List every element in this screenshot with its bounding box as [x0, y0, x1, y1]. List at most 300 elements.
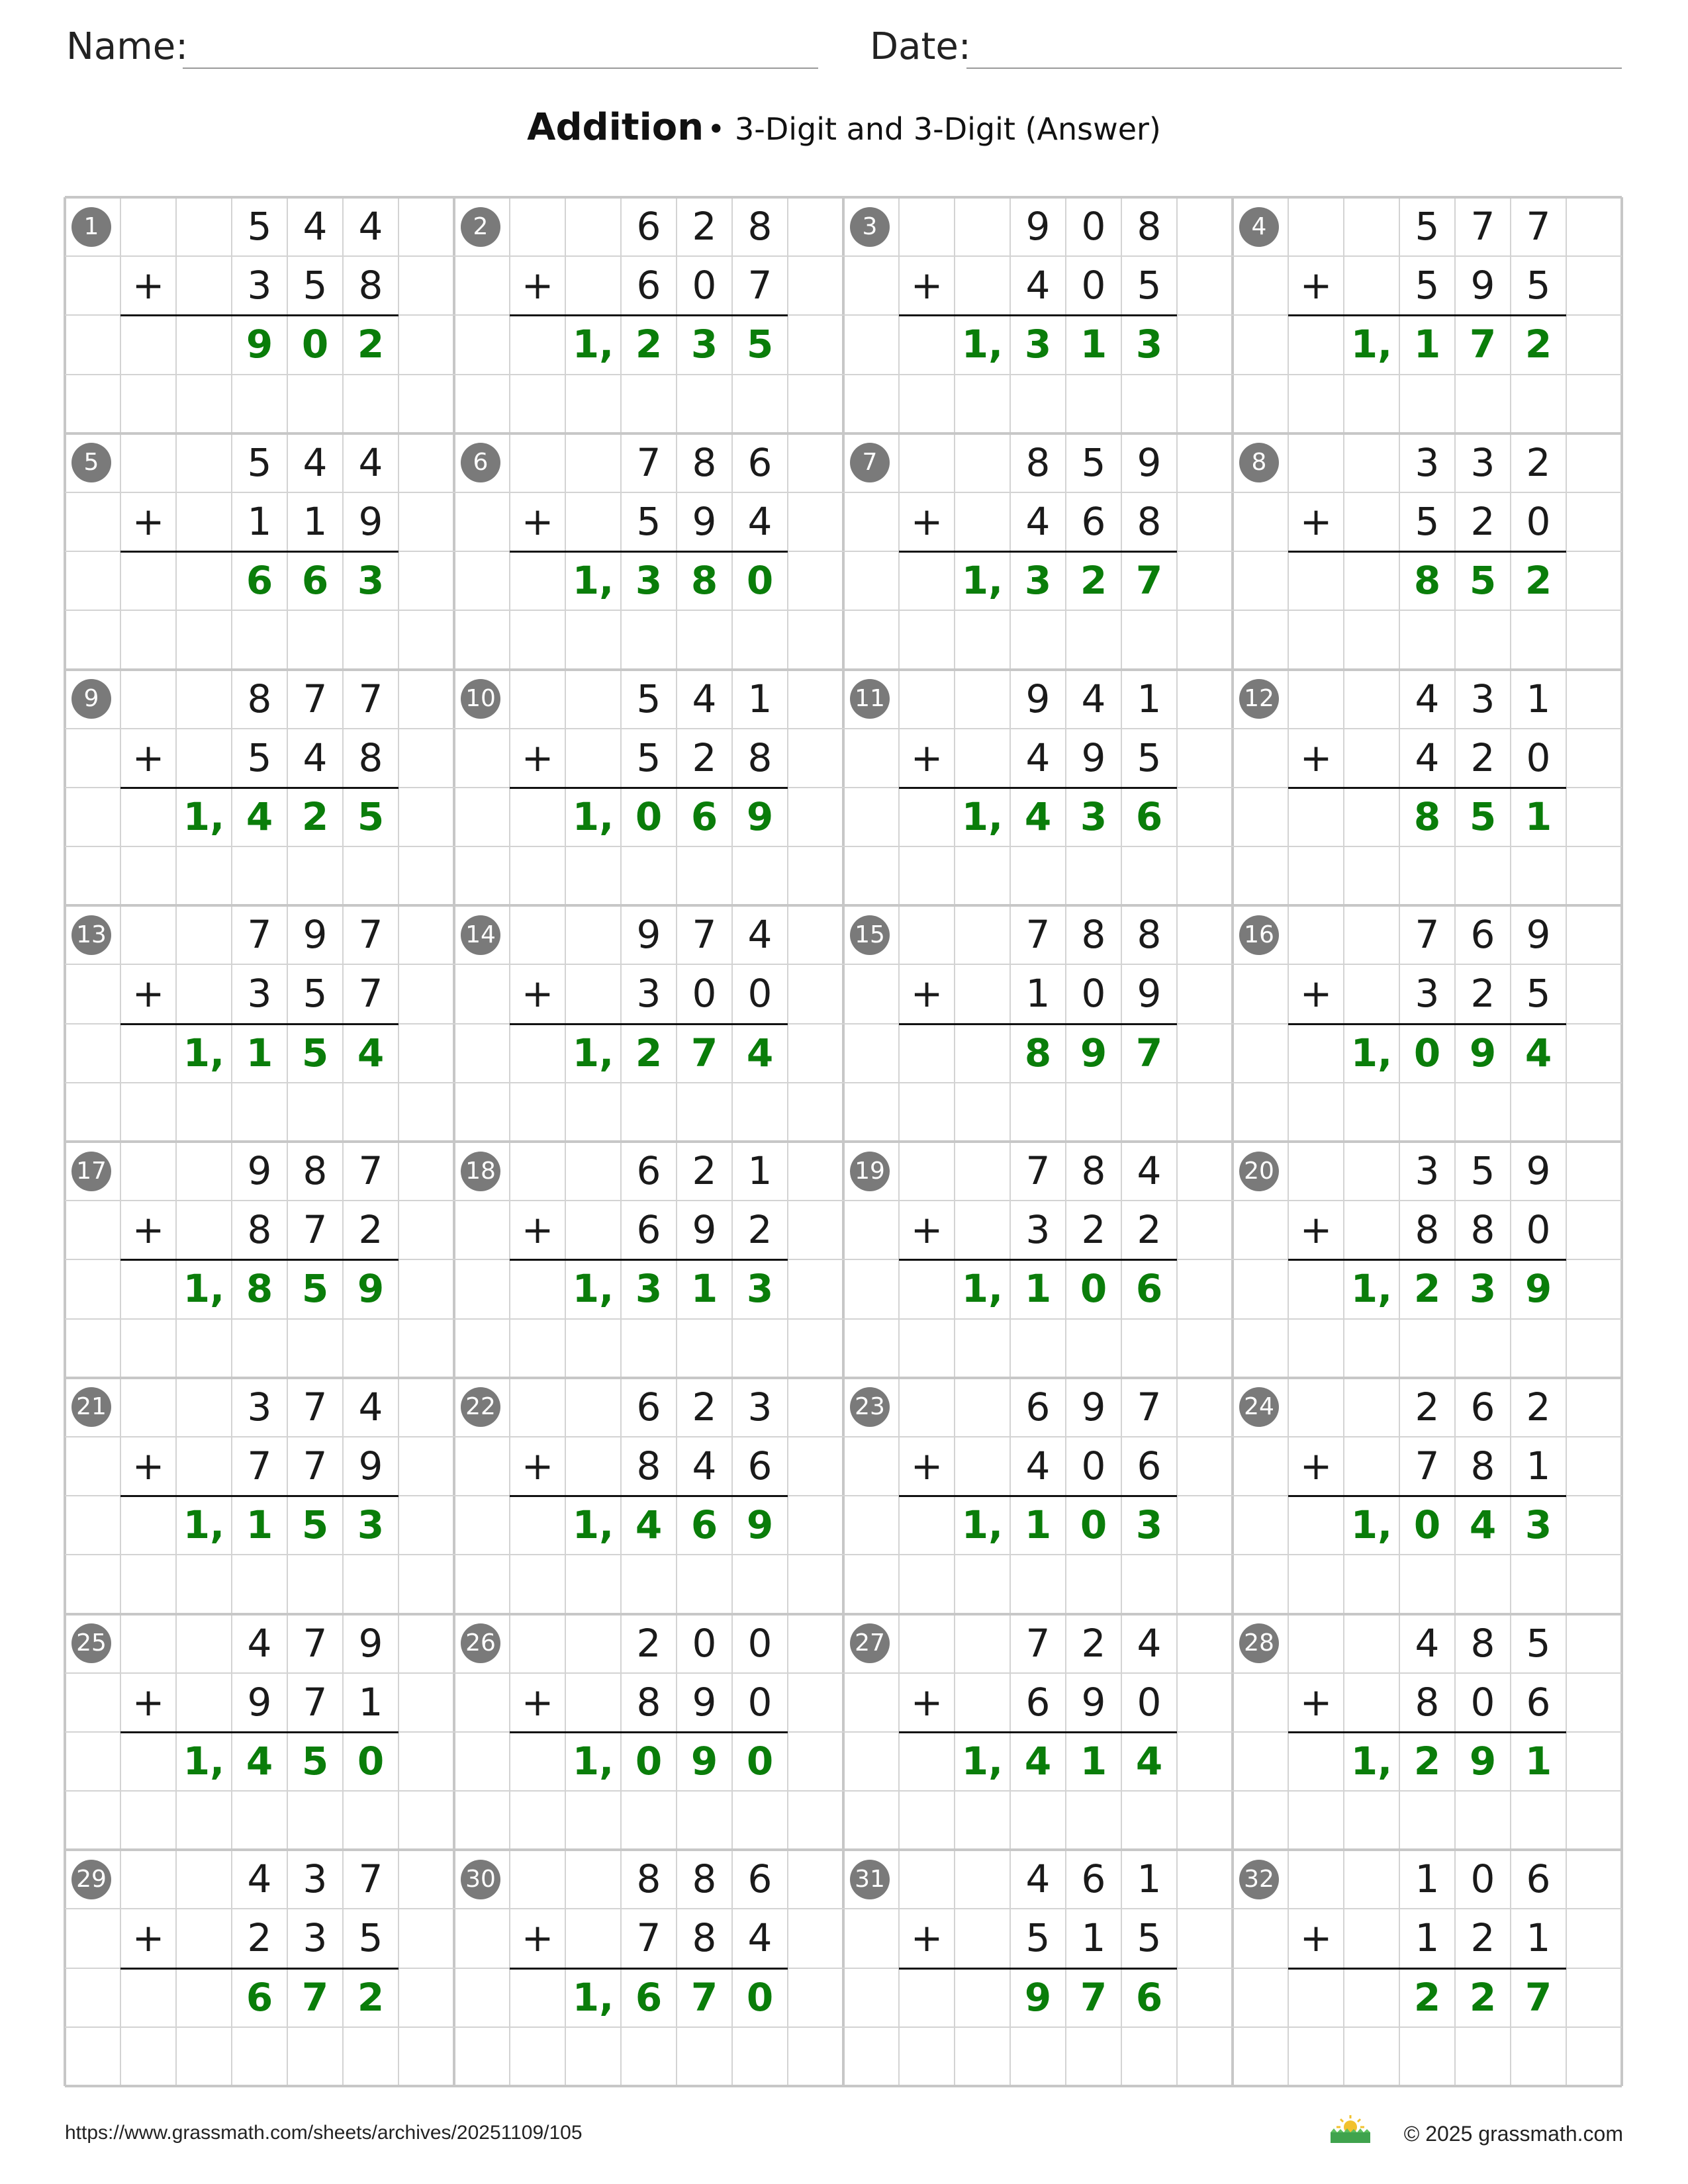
name-label: Name: — [66, 25, 189, 68]
title-main: Addition — [527, 106, 704, 149]
addend-top-digit: 6 — [1526, 1856, 1551, 1902]
answer-digit: 1, — [1350, 1030, 1393, 1075]
answer-digit: 2 — [1413, 1738, 1441, 1784]
addend-top-digit: 7 — [303, 676, 328, 721]
addend-top-digit: 8 — [692, 439, 717, 485]
addend-bottom-digit: 8 — [1415, 1679, 1440, 1725]
problem-number-badge: 7 — [850, 443, 890, 482]
addend-top-digit: 4 — [692, 676, 717, 721]
grass-sun-logo-icon — [1327, 2113, 1374, 2146]
answer-digit: 5 — [301, 1738, 329, 1784]
footer-url: https://www.grassmath.com/sheets/archives/20251109/105 — [65, 2122, 583, 2144]
title-sub: • 3-Digit and 3-Digit (Answer) — [707, 111, 1161, 147]
addend-bottom-digit: 9 — [247, 1679, 272, 1725]
addend-bottom-digit: 0 — [1137, 1679, 1162, 1725]
problem-number-badge: 22 — [461, 1387, 500, 1427]
addend-top-digit: 8 — [747, 204, 773, 249]
addend-bottom-digit: 5 — [358, 1915, 383, 1961]
answer-digit: 0 — [1080, 1502, 1107, 1548]
problem-number-badge: 15 — [850, 915, 890, 955]
addend-top-digit: 6 — [636, 1384, 661, 1430]
addend-top-digit: 2 — [1526, 439, 1551, 485]
addend-bottom-digit: 9 — [358, 1443, 383, 1488]
addend-bottom-digit: 5 — [1137, 263, 1162, 308]
problem-number-badge: 21 — [71, 1387, 111, 1427]
addend-bottom-digit: 3 — [303, 1915, 328, 1961]
addend-bottom-digit: 1 — [303, 498, 328, 544]
problem-number-badge: 14 — [461, 915, 500, 955]
addend-bottom-digit: 1 — [1526, 1443, 1551, 1488]
addend-top-digit: 5 — [1081, 439, 1106, 485]
addend-bottom-digit: 9 — [692, 1679, 717, 1725]
addend-top-digit: 8 — [1025, 439, 1051, 485]
addend-top-digit: 4 — [747, 912, 773, 958]
answer-digit: 2 — [1469, 1974, 1497, 2020]
problem-number-badge: 16 — [1239, 915, 1279, 955]
answer-digit: 9 — [1024, 1974, 1052, 2020]
addend-top-digit: 3 — [1470, 439, 1495, 485]
addend-bottom-digit: 3 — [247, 263, 272, 308]
answer-digit: 4 — [1135, 1738, 1163, 1784]
answer-digit: 1 — [1024, 1502, 1052, 1548]
addend-bottom-digit: 6 — [747, 1443, 773, 1488]
addend-bottom-digit: 2 — [1137, 1207, 1162, 1253]
addend-bottom-digit: 8 — [636, 1443, 661, 1488]
plus-sign: + — [132, 735, 165, 780]
addend-top-digit: 2 — [692, 1148, 717, 1193]
answer-digit: 1 — [690, 1266, 718, 1312]
addend-bottom-digit: 5 — [1137, 1915, 1162, 1961]
plus-sign: + — [1299, 498, 1333, 544]
addend-top-digit: 4 — [358, 204, 383, 249]
problem-number-badge: 13 — [71, 915, 111, 955]
addend-top-digit: 0 — [692, 1620, 717, 1666]
answer-digit: 3 — [357, 558, 385, 604]
answer-digit: 6 — [690, 1502, 718, 1548]
answer-digit: 1, — [572, 1266, 614, 1312]
answer-digit: 7 — [1524, 1974, 1552, 2020]
plus-sign: + — [521, 1915, 554, 1961]
answer-digit: 5 — [357, 794, 385, 839]
answer-digit: 2 — [357, 1974, 385, 2020]
answer-digit: 0 — [1413, 1030, 1441, 1075]
grid-line-horizontal — [65, 2085, 1622, 2087]
addend-bottom-digit: 6 — [1025, 1679, 1051, 1725]
addend-top-digit: 5 — [247, 204, 272, 249]
problem-number-badge: 26 — [461, 1623, 500, 1663]
plus-sign: + — [521, 1679, 554, 1725]
plus-sign: + — [132, 1679, 165, 1725]
footer-copyright: © 2025 grassmath.com — [1403, 2122, 1623, 2146]
addend-bottom-digit: 1 — [1081, 1915, 1106, 1961]
problem-number-badge: 32 — [1239, 1860, 1279, 1899]
addend-top-digit: 8 — [1137, 204, 1162, 249]
addend-top-digit: 4 — [1137, 1148, 1162, 1193]
worksheet-title — [0, 106, 1688, 149]
answer-digit: 0 — [1413, 1502, 1441, 1548]
answer-digit: 4 — [1469, 1502, 1497, 1548]
problem-number-badge: 6 — [461, 443, 500, 482]
addend-top-digit: 2 — [692, 1384, 717, 1430]
answer-digit: 9 — [1469, 1030, 1497, 1075]
answer-digit: 8 — [1024, 1030, 1052, 1075]
addend-top-digit: 7 — [303, 1620, 328, 1666]
problem-number-badge: 31 — [850, 1860, 890, 1899]
answer-digit: 5 — [746, 322, 774, 367]
addend-bottom-digit: 8 — [1470, 1207, 1495, 1253]
problem-number-badge: 18 — [461, 1152, 500, 1191]
plus-sign: + — [1299, 971, 1333, 1017]
answer-digit: 1, — [961, 1266, 1004, 1312]
addend-bottom-digit: 1 — [1415, 1915, 1440, 1961]
addend-top-digit: 8 — [636, 1856, 661, 1902]
answer-digit: 7 — [1135, 558, 1163, 604]
answer-digit: 7 — [1469, 322, 1497, 367]
plus-sign: + — [521, 1207, 554, 1253]
addend-top-digit: 7 — [692, 912, 717, 958]
addend-top-digit: 4 — [1415, 676, 1440, 721]
addend-bottom-digit: 7 — [303, 1679, 328, 1725]
addend-top-digit: 1 — [1137, 676, 1162, 721]
addend-top-digit: 8 — [1081, 912, 1106, 958]
addend-top-digit: 1 — [1415, 1856, 1440, 1902]
addend-top-digit: 4 — [303, 439, 328, 485]
addend-bottom-digit: 0 — [692, 263, 717, 308]
answer-digit: 3 — [635, 1266, 663, 1312]
answer-digit: 4 — [1024, 1738, 1052, 1784]
addend-bottom-digit: 8 — [247, 1207, 272, 1253]
addend-top-digit: 8 — [692, 1856, 717, 1902]
addend-top-digit: 8 — [1081, 1148, 1106, 1193]
addend-bottom-digit: 5 — [1526, 263, 1551, 308]
addend-bottom-digit: 9 — [1081, 1679, 1106, 1725]
answer-digit: 2 — [635, 1030, 663, 1075]
addend-bottom-digit: 0 — [1526, 735, 1551, 780]
addend-top-digit: 7 — [1025, 1148, 1051, 1193]
problem-grid — [65, 197, 1622, 2086]
addend-bottom-digit: 5 — [1415, 263, 1440, 308]
plus-sign: + — [1299, 1915, 1333, 1961]
problem-number-badge: 12 — [1239, 679, 1279, 719]
plus-sign: + — [910, 1679, 943, 1725]
addend-bottom-digit: 0 — [1081, 971, 1106, 1017]
addend-top-digit: 9 — [1137, 439, 1162, 485]
addend-top-digit: 6 — [636, 1148, 661, 1193]
addend-bottom-digit: 5 — [1137, 735, 1162, 780]
addend-top-digit: 0 — [1470, 1856, 1495, 1902]
answer-digit: 3 — [690, 322, 718, 367]
addend-bottom-digit: 5 — [636, 498, 661, 544]
plus-sign: + — [1299, 263, 1333, 308]
answer-digit: 1, — [183, 1030, 225, 1075]
addend-bottom-digit: 8 — [692, 1915, 717, 1961]
answer-digit: 9 — [746, 794, 774, 839]
answer-digit: 1 — [1524, 1738, 1552, 1784]
plus-sign: + — [910, 1443, 943, 1488]
answer-digit: 3 — [635, 558, 663, 604]
addend-bottom-digit: 2 — [1470, 498, 1495, 544]
answer-digit: 1, — [1350, 1502, 1393, 1548]
answer-digit: 1, — [572, 1030, 614, 1075]
problem-number-badge: 30 — [461, 1860, 500, 1899]
addend-top-digit: 7 — [303, 1384, 328, 1430]
problem-number-badge: 24 — [1239, 1387, 1279, 1427]
plus-sign: + — [910, 498, 943, 544]
answer-digit: 6 — [1135, 794, 1163, 839]
answer-digit: 0 — [746, 558, 774, 604]
addend-bottom-digit: 1 — [1526, 1915, 1551, 1961]
addend-top-digit: 4 — [1025, 1856, 1051, 1902]
addend-top-digit: 6 — [1025, 1384, 1051, 1430]
addend-top-digit: 1 — [747, 1148, 773, 1193]
answer-digit: 1, — [572, 558, 614, 604]
addend-top-digit: 0 — [1081, 204, 1106, 249]
answer-digit: 5 — [301, 1030, 329, 1075]
addend-bottom-digit: 7 — [303, 1443, 328, 1488]
answer-digit: 6 — [246, 1974, 273, 2020]
addend-top-digit: 7 — [358, 676, 383, 721]
answer-digit: 1, — [572, 1738, 614, 1784]
addend-top-digit: 1 — [747, 676, 773, 721]
addend-bottom-digit: 3 — [1415, 971, 1440, 1017]
addend-top-digit: 0 — [747, 1620, 773, 1666]
addend-top-digit: 7 — [1526, 204, 1551, 249]
answer-digit: 2 — [1524, 322, 1552, 367]
addend-bottom-digit: 2 — [1470, 735, 1495, 780]
problem-number-badge: 5 — [71, 443, 111, 482]
addend-top-digit: 7 — [1415, 912, 1440, 958]
problem-number-badge: 28 — [1239, 1623, 1279, 1663]
answer-digit: 9 — [690, 1738, 718, 1784]
answer-digit: 3 — [1024, 322, 1052, 367]
addend-top-digit: 4 — [1081, 676, 1106, 721]
addend-top-digit: 6 — [747, 1856, 773, 1902]
problem-number-badge: 23 — [850, 1387, 890, 1427]
addend-bottom-digit: 9 — [1470, 263, 1495, 308]
addend-top-digit: 3 — [1415, 1148, 1440, 1193]
addend-bottom-digit: 2 — [358, 1207, 383, 1253]
answer-digit: 6 — [301, 558, 329, 604]
addend-top-digit: 7 — [358, 1856, 383, 1902]
answer-digit: 7 — [301, 1974, 329, 2020]
name-line[interactable] — [183, 68, 818, 69]
addend-top-digit: 4 — [247, 1856, 272, 1902]
addend-top-digit: 9 — [1025, 676, 1051, 721]
addend-bottom-digit: 0 — [1526, 1207, 1551, 1253]
addend-bottom-digit: 3 — [247, 971, 272, 1017]
answer-digit: 5 — [1469, 794, 1497, 839]
addend-bottom-digit: 7 — [247, 1443, 272, 1488]
addend-bottom-digit: 6 — [1137, 1443, 1162, 1488]
problem-number-badge: 27 — [850, 1623, 890, 1663]
answer-digit: 1 — [246, 1502, 273, 1548]
answer-digit: 6 — [635, 1974, 663, 2020]
plus-sign: + — [132, 1207, 165, 1253]
answer-digit: 1, — [961, 322, 1004, 367]
addend-bottom-digit: 9 — [358, 498, 383, 544]
addend-bottom-digit: 9 — [1081, 735, 1106, 780]
answer-digit: 0 — [746, 1738, 774, 1784]
answer-digit: 4 — [246, 794, 273, 839]
answer-digit: 3 — [1024, 558, 1052, 604]
addend-top-digit: 5 — [1415, 204, 1440, 249]
plus-sign: + — [132, 498, 165, 544]
addend-top-digit: 6 — [1470, 1384, 1495, 1430]
addend-bottom-digit: 5 — [636, 735, 661, 780]
addend-top-digit: 8 — [303, 1148, 328, 1193]
answer-digit: 8 — [1413, 558, 1441, 604]
addend-bottom-digit: 1 — [1025, 971, 1051, 1017]
addend-bottom-digit: 8 — [1415, 1207, 1440, 1253]
answer-digit: 1, — [1350, 322, 1393, 367]
addend-top-digit: 1 — [1137, 1856, 1162, 1902]
answer-digit: 6 — [690, 794, 718, 839]
plus-sign: + — [910, 263, 943, 308]
addend-bottom-digit: 6 — [1081, 498, 1106, 544]
addend-top-digit: 7 — [1025, 912, 1051, 958]
answer-digit: 1, — [572, 1502, 614, 1548]
addend-top-digit: 9 — [247, 1148, 272, 1193]
addend-top-digit: 5 — [636, 676, 661, 721]
answer-digit: 0 — [746, 1974, 774, 2020]
addend-top-digit: 5 — [1526, 1620, 1551, 1666]
plus-sign: + — [132, 1443, 165, 1488]
addend-bottom-digit: 5 — [1526, 971, 1551, 1017]
answer-digit: 1, — [572, 794, 614, 839]
problem-number-badge: 19 — [850, 1152, 890, 1191]
addend-bottom-digit: 2 — [1470, 1915, 1495, 1961]
addend-top-digit: 2 — [1526, 1384, 1551, 1430]
addend-bottom-digit: 5 — [1025, 1915, 1051, 1961]
answer-digit: 0 — [301, 322, 329, 367]
addend-top-digit: 9 — [1081, 1384, 1106, 1430]
plus-sign: + — [910, 971, 943, 1017]
answer-digit: 8 — [1413, 794, 1441, 839]
addend-bottom-digit: 9 — [692, 498, 717, 544]
addend-top-digit: 4 — [358, 439, 383, 485]
answer-digit: 3 — [1469, 1266, 1497, 1312]
answer-digit: 6 — [246, 558, 273, 604]
addend-bottom-digit: 5 — [1415, 498, 1440, 544]
problem-number-badge: 11 — [850, 679, 890, 719]
answer-digit: 8 — [690, 558, 718, 604]
plus-sign: + — [132, 971, 165, 1017]
addend-bottom-digit: 8 — [358, 735, 383, 780]
answer-digit: 9 — [1080, 1030, 1107, 1075]
addend-top-digit: 4 — [247, 1620, 272, 1666]
answer-digit: 3 — [746, 1266, 774, 1312]
addend-bottom-digit: 7 — [1415, 1443, 1440, 1488]
answer-digit: 1, — [961, 558, 1004, 604]
addend-bottom-digit: 4 — [303, 735, 328, 780]
answer-digit: 4 — [746, 1030, 774, 1075]
plus-sign: + — [521, 1443, 554, 1488]
addend-top-digit: 7 — [358, 1148, 383, 1193]
addend-bottom-digit: 2 — [1470, 971, 1495, 1017]
addend-bottom-digit: 0 — [1081, 263, 1106, 308]
addend-bottom-digit: 8 — [1470, 1443, 1495, 1488]
answer-digit: 1, — [572, 322, 614, 367]
addend-top-digit: 4 — [1415, 1620, 1440, 1666]
answer-digit: 7 — [690, 1974, 718, 2020]
answer-digit: 4 — [246, 1738, 273, 1784]
addend-top-digit: 6 — [747, 439, 773, 485]
plus-sign: + — [910, 1915, 943, 1961]
answer-digit: 0 — [1080, 1266, 1107, 1312]
problem-number-badge: 8 — [1239, 443, 1279, 482]
answer-digit: 0 — [635, 1738, 663, 1784]
answer-digit: 6 — [1135, 1974, 1163, 2020]
addend-top-digit: 7 — [1137, 1384, 1162, 1430]
addend-top-digit: 7 — [1025, 1620, 1051, 1666]
date-line[interactable] — [966, 68, 1622, 69]
answer-digit: 3 — [1080, 794, 1107, 839]
problem-number-badge: 3 — [850, 207, 890, 247]
addend-top-digit: 1 — [1526, 676, 1551, 721]
addend-top-digit: 3 — [747, 1384, 773, 1430]
plus-sign: + — [132, 263, 165, 308]
addend-top-digit: 7 — [1470, 204, 1495, 249]
answer-digit: 4 — [1524, 1030, 1552, 1075]
answer-digit: 1, — [961, 1738, 1004, 1784]
answer-digit: 2 — [357, 322, 385, 367]
addend-top-digit: 4 — [358, 1384, 383, 1430]
addend-top-digit: 9 — [1025, 204, 1051, 249]
plus-sign: + — [910, 735, 943, 780]
addend-bottom-digit: 4 — [1025, 735, 1051, 780]
plus-sign: + — [521, 735, 554, 780]
addend-top-digit: 3 — [1415, 439, 1440, 485]
answer-digit: 5 — [1469, 558, 1497, 604]
addend-top-digit: 3 — [247, 1384, 272, 1430]
answer-digit: 2 — [301, 794, 329, 839]
addend-top-digit: 6 — [1081, 1856, 1106, 1902]
answer-digit: 2 — [635, 322, 663, 367]
answer-digit: 4 — [1024, 794, 1052, 839]
addend-bottom-digit: 8 — [358, 263, 383, 308]
answer-digit: 6 — [1135, 1266, 1163, 1312]
plus-sign: + — [521, 971, 554, 1017]
addend-bottom-digit: 7 — [747, 263, 773, 308]
addend-top-digit: 2 — [1081, 1620, 1106, 1666]
addend-bottom-digit: 8 — [1137, 498, 1162, 544]
plus-sign: + — [1299, 1207, 1333, 1253]
addend-bottom-digit: 6 — [636, 1207, 661, 1253]
answer-digit: 2 — [1524, 558, 1552, 604]
answer-digit: 0 — [635, 794, 663, 839]
plus-sign: + — [1299, 1679, 1333, 1725]
problem-number-badge: 20 — [1239, 1152, 1279, 1191]
addend-top-digit: 5 — [247, 439, 272, 485]
answer-digit: 1 — [1080, 1738, 1107, 1784]
answer-digit: 1, — [1350, 1738, 1393, 1784]
answer-digit: 7 — [1135, 1030, 1163, 1075]
answer-digit: 5 — [301, 1266, 329, 1312]
addend-bottom-digit: 8 — [636, 1679, 661, 1725]
addend-bottom-digit: 0 — [1081, 1443, 1106, 1488]
answer-digit: 9 — [246, 322, 273, 367]
addend-bottom-digit: 1 — [247, 498, 272, 544]
addend-bottom-digit: 5 — [303, 263, 328, 308]
answer-digit: 1, — [183, 794, 225, 839]
problem-number-badge: 29 — [71, 1860, 111, 1899]
answer-digit: 1, — [183, 1266, 225, 1312]
addend-bottom-digit: 5 — [303, 971, 328, 1017]
addend-bottom-digit: 2 — [1081, 1207, 1106, 1253]
answer-digit: 2 — [1080, 558, 1107, 604]
answer-digit: 1, — [961, 794, 1004, 839]
addend-bottom-digit: 9 — [692, 1207, 717, 1253]
